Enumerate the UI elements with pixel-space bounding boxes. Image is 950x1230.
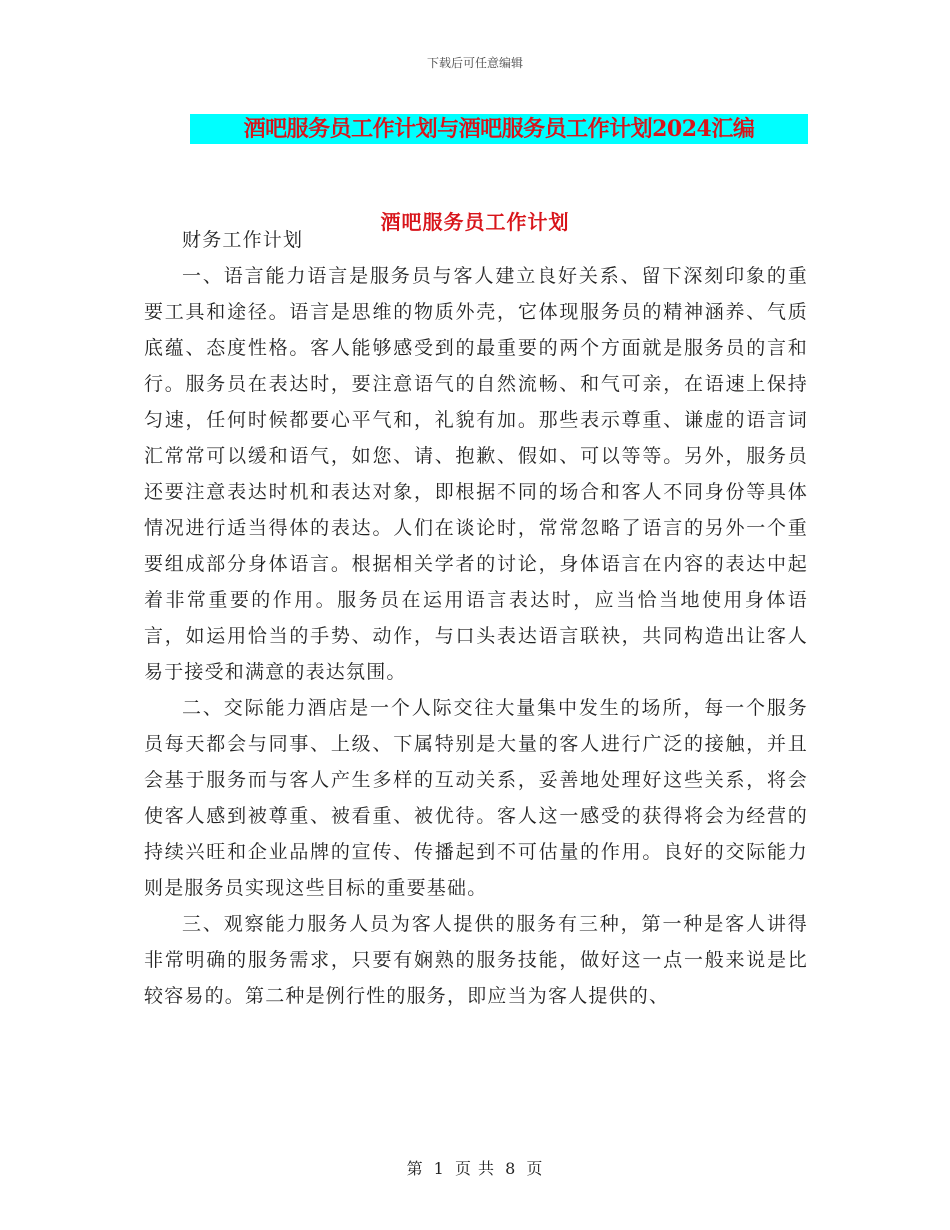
header-note: 下载后可任意编辑	[426, 56, 523, 70]
page-middle: 页 共	[454, 1159, 496, 1178]
document-body	[144, 222, 808, 1014]
page-footer	[0, 1156, 950, 1179]
page-prefix: 第	[406, 1159, 424, 1178]
paragraph: 三、观察能力服务人员为客人提供的服务有三种，第一种是客人讲得非常明确的服务需求，只要有娴熟的服务技能，做好这一点一般来说是比较容易的。第二种是例行性的服务，即应当为客人提供的、	[144, 913, 808, 1007]
page-number: 1	[433, 1159, 445, 1178]
paragraph: 二、交际能力酒店是一个人际交往大量集中发生的场所，每一个服务员每天都会与同事、上级、下属特别是大量的客人进行广泛的接触，并且会基于服务而与客人产生多样的互动关系，妥善地处理好这些关系，将会使客人感到被尊重、被看重、被优待。客人这一感受的获得将会为经营的持续兴旺和企业品牌的宣传、传播起到不可估量的作用。良好的交际能力则是服务员实现这些目标的重要基础。	[144, 697, 808, 899]
section-title: 酒吧服务员工作计划	[380, 210, 570, 234]
total-pages: 8	[505, 1159, 517, 1178]
paragraph: 一、语言能力语言是服务员与客人建立良好关系、留下深刻印象的重要工具和途径。语言是思维的物质外壳，它体现服务员的精神涵养、气质底蕴、态度性格。客人能够感受到的最重要的两个方面就是服务员的言和行。服务员在表达时，要注意语气的自然流畅、和气可亲，在语速上保持匀速，任何时候都要心平气和，礼貌有加。那些表示尊重、谦虚的语言词汇常常可以缓和语气，如您、请、抱歉、假如、可以等等。另外，服务员还要注意表达时机和表达对象，即根据不同的场合和客人不同身份等具体情况进行适当得体的表达。人们在谈论时，常常忽略了语言的另外一个重要组成部分身体语言。根据相关学者的讨论，身体语言在内容的表达中起着非常重要的作用。服务员在运用语言表达时，应当恰当地使用身体语言，如运用恰当的手势、动作，与口头表达语言联袂，共同构造出让客人易于接受和满意的表达氛围。	[144, 265, 808, 683]
document-title: 酒吧服务员工作计划与酒吧服务员工作计划2024汇编	[190, 114, 808, 144]
page-suffix: 页	[526, 1159, 544, 1178]
paragraph: 财务工作计划	[182, 229, 304, 251]
